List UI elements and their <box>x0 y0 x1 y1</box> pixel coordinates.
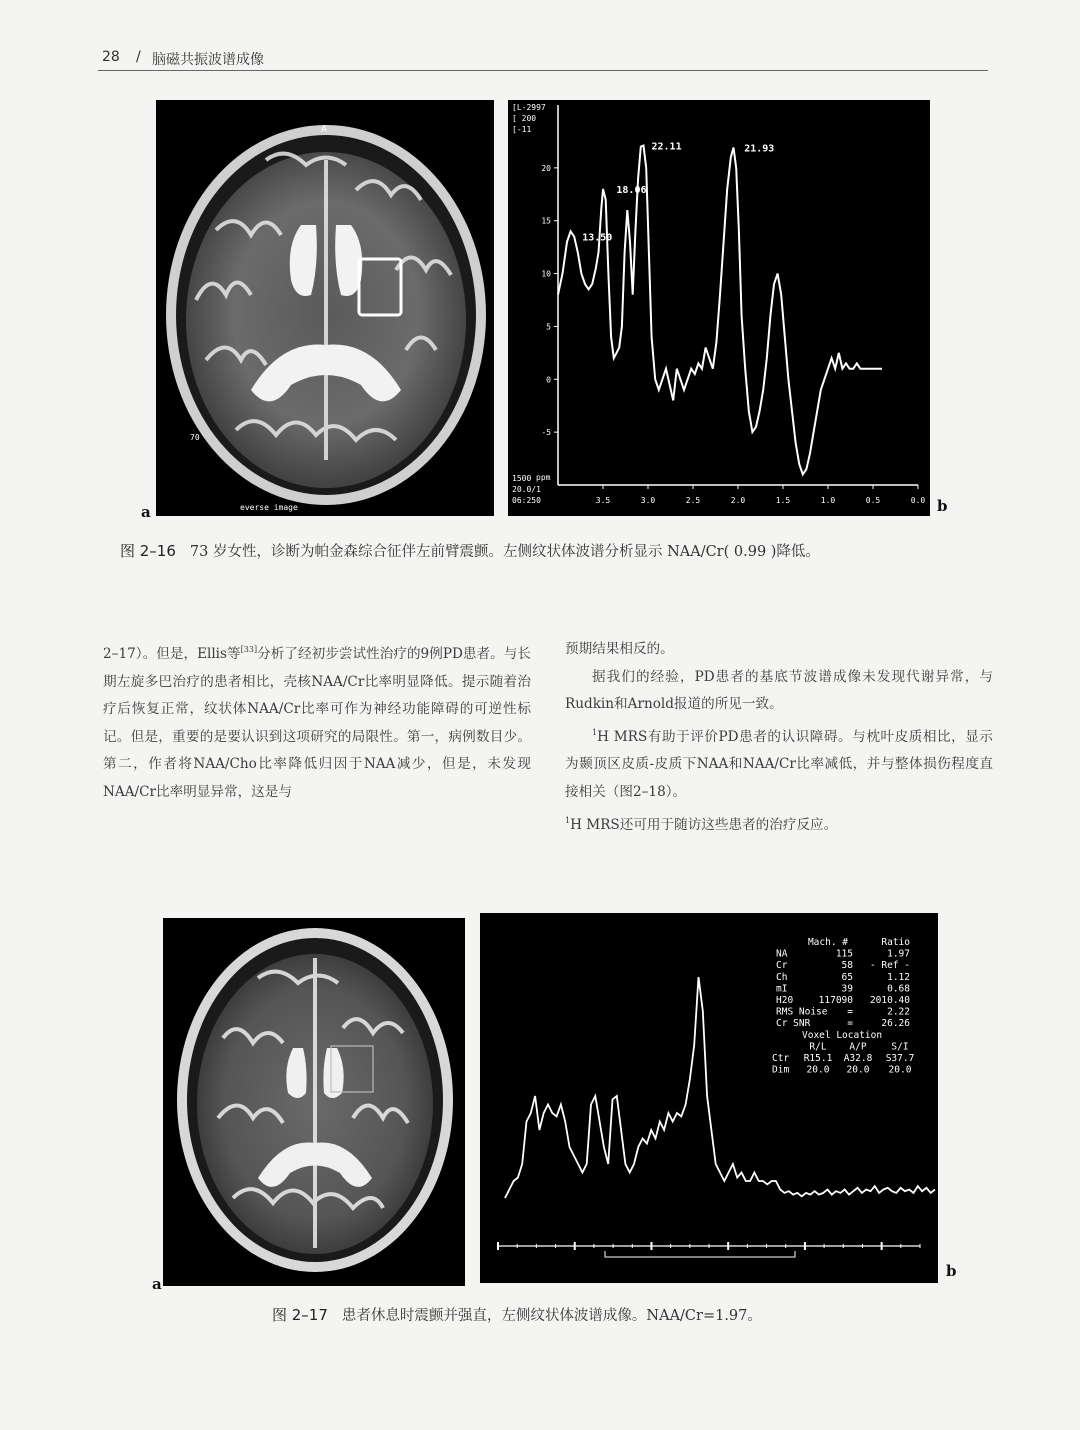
voxel-cell: 20.0 <box>846 1064 870 1076</box>
figure-2-17a-mri <box>163 918 465 1286</box>
spec-bottom-1: 1500 <box>512 474 532 483</box>
table-cell: 2010.40 <box>869 995 910 1006</box>
table-cell: 117090 <box>818 995 853 1006</box>
table-cell: RMS Noise <box>776 1006 828 1018</box>
body-right-p4-sup: 1 <box>565 815 571 825</box>
y-tick-label: 15 <box>541 216 551 226</box>
x-tick-label: 2.0 <box>730 496 746 505</box>
y-tick-label: -5 <box>541 428 551 438</box>
table-cell: Cr <box>776 960 788 972</box>
table-cell: Ch <box>776 971 788 983</box>
figure-2-16-caption <box>120 540 820 561</box>
mri-left-text: 70 <box>190 433 200 442</box>
x-tick-label: 0.5 <box>865 496 881 505</box>
peak-label: 22.11 <box>651 141 682 153</box>
table-cell: 115 <box>835 948 853 960</box>
voxel-row-label: Ctr <box>772 1053 790 1064</box>
x-tick-label: 2.5 <box>685 496 701 505</box>
voxel-header: S/I <box>891 1041 909 1053</box>
table-cell: NA <box>776 948 788 960</box>
voxel-header: A/P <box>849 1041 867 1053</box>
voxel-cell: 20.0 <box>806 1064 830 1076</box>
spectrum-line-2 <box>505 977 935 1198</box>
figure-2-17-caption-text: 患者休息时震颤并强直，左侧纹状体波谱成像。NAA/Cr=1.97。 <box>341 1308 762 1324</box>
running-header <box>98 48 988 71</box>
x-tick-label: 3.5 <box>595 496 611 505</box>
figure-2-17a-label: a <box>152 1275 162 1293</box>
body-right-p1: 预期结果相反的。 <box>565 641 674 657</box>
figure-2-17b-spectrum <box>480 913 938 1283</box>
body-left-start: 2–17）。但是，Ellis等 <box>103 646 241 662</box>
table-cell: = <box>847 1006 853 1018</box>
voxel-cell: S37.7 <box>885 1053 915 1064</box>
figure-2-16a-mri <box>156 100 494 516</box>
figure-2-16-caption-label: 图 2–16 <box>120 542 176 560</box>
figure-2-16-caption-text: 73 岁女性，诊断为帕金森综合征伴左前臂震颤。左侧纹状体波谱分析显示 NAA/Cr( 0.99 )降低。 <box>189 544 820 560</box>
mri-bottom-text: everse image <box>240 503 298 512</box>
voxel-row-label: Dim <box>772 1064 790 1076</box>
figure-2-16b-spectrum <box>508 100 930 516</box>
spec-top-2: [ 200 <box>512 114 537 123</box>
spec-top-3: [-11 <box>512 125 532 134</box>
figure-2-17-caption <box>272 1304 762 1325</box>
table-cell: 39 <box>841 983 853 995</box>
table-cell: 2.22 <box>887 1006 910 1018</box>
body-right-p4: H MRS还可用于随访这些患者的治疗反应。 <box>570 816 838 833</box>
book-title: 脑磁共振波谱成像 <box>152 52 264 68</box>
body-right-p3-sup: 1 <box>592 727 598 737</box>
figure-2-16a-label: a <box>141 503 151 521</box>
peak-label: 13.50 <box>582 232 613 244</box>
figure-2-17-caption-label: 图 2–17 <box>272 1306 328 1324</box>
voxel-title: Voxel Location <box>802 1029 883 1041</box>
peak-label: 21.93 <box>744 143 775 155</box>
peak-label: 18.06 <box>616 185 647 196</box>
table-cell: = <box>847 1018 853 1030</box>
x-tick-label: 1.5 <box>775 496 791 505</box>
page-number: 28 <box>102 49 120 65</box>
y-tick-label: 20 <box>541 163 551 173</box>
table-cell: 65 <box>841 971 853 983</box>
voxel-cell: A32.8 <box>843 1053 873 1064</box>
figure-2-16b-label: b <box>937 497 948 515</box>
body-right-column <box>565 636 993 839</box>
table-cell: 1.97 <box>887 948 910 960</box>
spec-bottom-3: 06:250 <box>512 496 541 505</box>
spectrum-line <box>558 146 882 475</box>
y-tick-label: 5 <box>546 322 551 332</box>
spec-top-1: [L-2997 <box>512 103 546 112</box>
table-cell: 0.68 <box>887 983 910 995</box>
y-tick-label: 10 <box>541 269 551 279</box>
voxel-header: R/L <box>809 1041 827 1053</box>
table-cell: Cr SNR <box>776 1018 811 1030</box>
spec-bottom-2: 20.0/1 <box>512 485 541 494</box>
figure-2-17b-label: b <box>946 1262 957 1280</box>
table-cell: 1.12 <box>887 971 910 983</box>
table-header: Mach. # <box>807 937 848 948</box>
y-tick-label: 0 <box>546 375 551 385</box>
table-cell: 26.26 <box>881 1018 910 1030</box>
voxel-cell: 20.0 <box>888 1064 912 1076</box>
table-cell: mI <box>776 983 788 995</box>
citation-33: [33] <box>240 645 258 654</box>
anterior-marker: A <box>320 124 328 135</box>
voxel-cell: R15.1 <box>803 1053 833 1064</box>
body-left-rest: 分析了经初步尝试性治疗的9例PD患者。与长期左旋多巴治疗的患者相比，壳核NAA/Cr比率明显降低。提示随着治疗后恢复正常，纹状体NAA/Cr比率可作为神经功能障碍的可逆性标记。但是，重要的是要认识到这项研究的局限性。第一，病例数目少。第二，作者将NAA/Cho比率降低归因于NAA减少，但是，未发现NAA/Cr比率明显异常，这是与 <box>103 646 531 800</box>
x-tick-label: 3.0 <box>640 496 656 505</box>
table-header: Ratio <box>881 937 910 948</box>
table-cell: H20 <box>776 995 794 1006</box>
x-tick-label: 0.0 <box>910 496 926 505</box>
body-left-column <box>103 636 531 807</box>
table-cell: 58 <box>841 960 853 972</box>
table-cell: - Ref - <box>869 960 910 972</box>
body-right-p3: H MRS有助于评价PD患者的认识障碍。与枕叶皮质相比，显示为颞顶区皮质-皮质下NAA和NAA/Cr比率减低，并与整体损伤程度直接相关（图2–18）。 <box>565 728 993 800</box>
body-right-p2: 据我们的经验，PD患者的基底节波谱成像未发现代谢异常，与Rudkin和Arnold报道的所见一致。 <box>565 668 993 713</box>
header-separator: / <box>136 49 141 65</box>
x-tick-label: 1.0 <box>820 496 836 505</box>
spec-ppm-unit: ppm <box>536 473 551 482</box>
